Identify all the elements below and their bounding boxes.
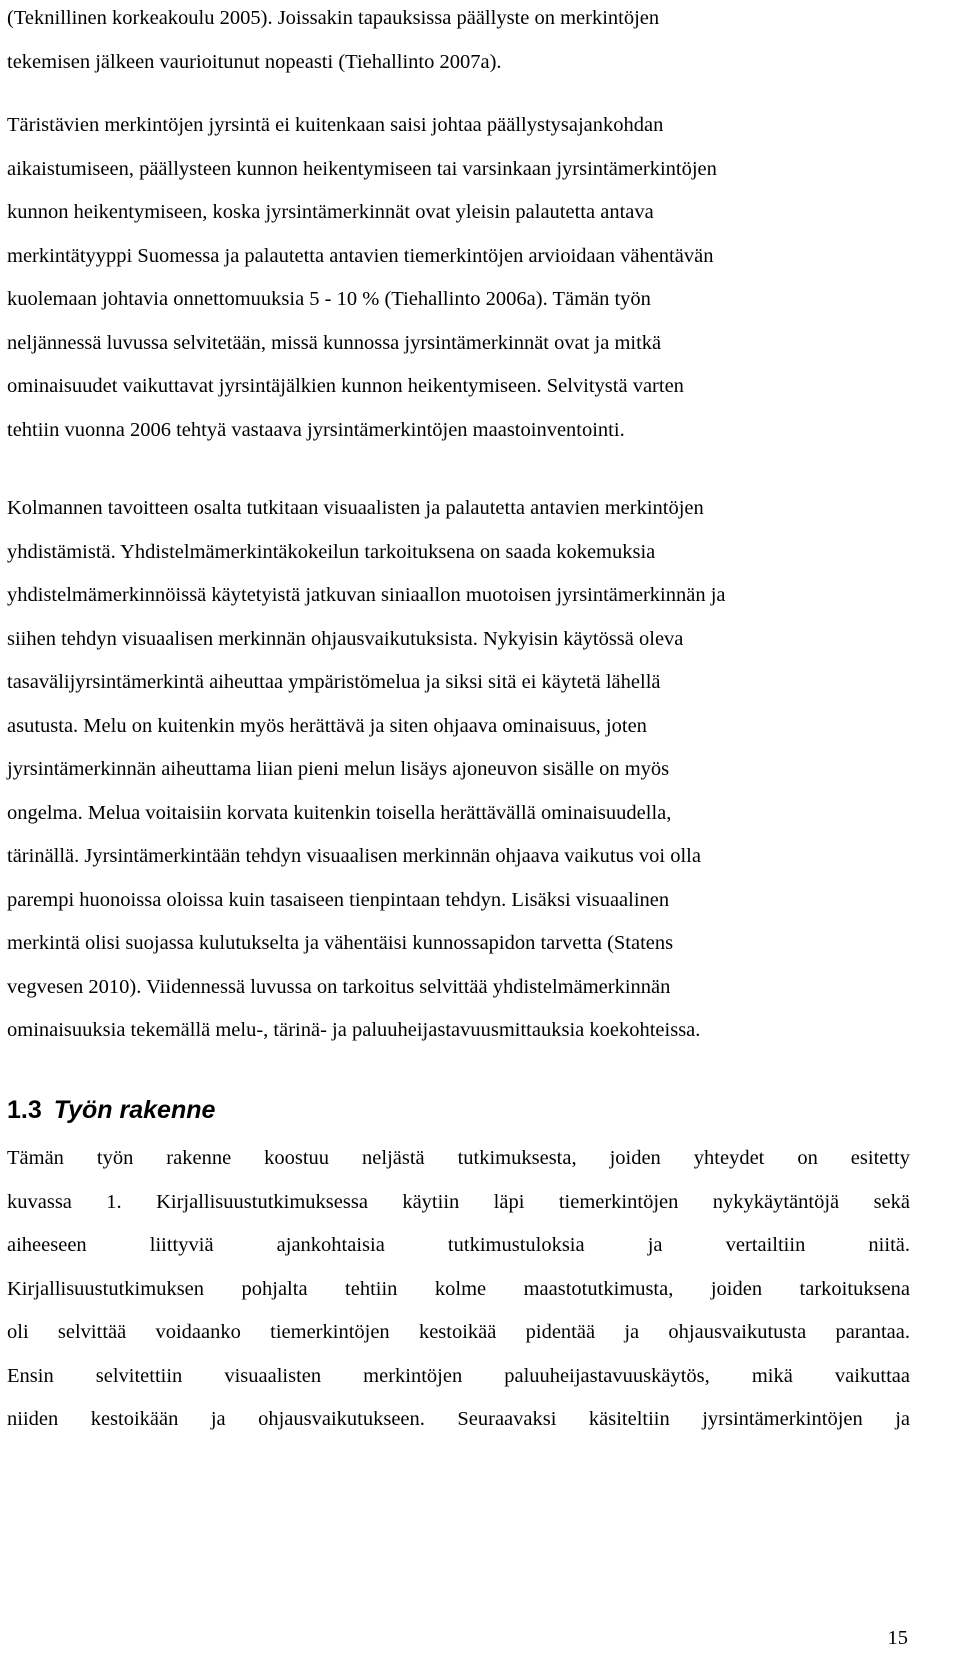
text-line: yhdistämistä. Yhdistelmämerkintäkokeilun tarkoituksena on saada kokemuksia xyxy=(7,540,656,563)
text-line: jyrsintämerkinnän aiheuttama liian pieni melun lisäys ajoneuvon sisälle on myös xyxy=(7,758,670,780)
text-line: siihen tehdyn visuaalisen merkinnän ohjausvaikutuksista. Nykyisin käytössä oleva xyxy=(7,627,684,650)
text-line: yhdistelmämerkinnöissä käytetyistä jatkuvan siniaallon muotoisen jyrsintämerkinnän ja xyxy=(7,584,726,606)
text-line: oli selvittää voidaanko tiemerkintöjen kestoikää pidentää ja ohjausvaikutusta parantaa. xyxy=(7,1321,910,1343)
section-title: Työn rakenne xyxy=(53,1096,216,1124)
text-line: aikaistumiseen, päällysteen kunnon heikentymiseen tai varsinkaan jyrsintämerkintöjen xyxy=(7,157,717,180)
text-line: asutusta. Melu on kuitenkin myös herättävä ja siten ohjaava ominaisuus, joten xyxy=(7,714,647,737)
text-line: vegvesen 2010). Viidennessä luvussa on tarkoitus selvittää yhdistelmämerkinnän xyxy=(7,975,671,998)
section-heading xyxy=(7,1092,215,1128)
paragraph-combined-markings xyxy=(7,487,910,1053)
text-line: Ensin selvitettiin visuaalisten merkintöjen paluuheijastavuuskäytös, mikä vaikuttaa xyxy=(7,1364,910,1387)
text-line: tekemisen jälkeen vaurioitunut nopeasti (Tiehallinto 2007a). xyxy=(7,50,502,73)
text-line: tärinällä. Jyrsintämerkintään tehdyn visuaalisen merkinnän ohjaava vaikutus voi olla xyxy=(7,845,701,867)
text-line: merkintä olisi suojassa kulutukselta ja vähentäisi kunnossapidon tarvetta (Statens xyxy=(7,932,674,954)
text-line: ominaisuuksia tekemällä melu-, tärinä- ja paluuheijastavuusmittauksia koekohteissa. xyxy=(7,1019,701,1041)
text-line: tehtiin vuonna 2006 tehtyä vastaava jyrsintämerkintöjen maastoinventointi. xyxy=(7,418,625,441)
text-line: (Teknillinen korkeakoulu 2005). Joissakin tapauksissa päällyste on merkintöjen xyxy=(7,7,660,29)
text-line: Tämän työn rakenne koostuu neljästä tutkimuksesta, joiden yhteydet on esitetty xyxy=(7,1147,910,1169)
paragraph-rumble-strips xyxy=(7,104,910,452)
text-line: ominaisuudet vaikuttavat jyrsintäjälkien kunnon heikentymiseen. Selvitystä varten xyxy=(7,375,684,397)
paragraph-continuation xyxy=(7,0,910,84)
text-line: tasavälijyrsintämerkintä aiheuttaa ympäristömelua ja siksi sitä ei käytetä lähellä xyxy=(7,671,661,693)
text-line: aiheeseen liittyviä ajankohtaisia tutkimustuloksia ja vertailtiin niitä. xyxy=(7,1234,910,1256)
text-line: merkintätyyppi Suomessa ja palautetta antavien tiemerkintöjen arvioidaan vähentävän xyxy=(7,244,714,267)
text-line: kunnon heikentymiseen, koska jyrsintämerkinnät ovat yleisin palautetta antava xyxy=(7,201,654,223)
text-line: ongelma. Melua voitaisiin korvata kuitenkin toisella herättävällä ominaisuudella, xyxy=(7,801,672,824)
text-line: Kolmannen tavoitteen osalta tutkitaan visuaalisten ja palautetta antavien merkintöjen xyxy=(7,497,704,519)
text-line: Kirjallisuustutkimuksen pohjalta tehtiin kolme maastotutkimusta, joiden tarkoituksena xyxy=(7,1277,910,1300)
section-number: 1.3 xyxy=(7,1096,42,1124)
paragraph-work-structure xyxy=(7,1137,910,1442)
text-line: parempi huonoissa oloissa kuin tasaiseen tienpintaan tehdyn. Lisäksi visuaalinen xyxy=(7,888,670,911)
text-line: neljännessä luvussa selvitetään, missä kunnossa jyrsintämerkinnät ovat ja mitkä xyxy=(7,331,662,354)
page-number: 15 xyxy=(887,1627,908,1649)
text-line: kuvassa 1. Kirjallisuustutkimuksessa käytiin läpi tiemerkintöjen nykykäytäntöjä sekä xyxy=(7,1190,910,1213)
text-line: Täristävien merkintöjen jyrsintä ei kuitenkaan saisi johtaa päällystysajankohdan xyxy=(7,114,664,136)
text-line: kuolemaan johtavia onnettomuuksia 5 - 10 % (Tiehallinto 2006a). Tämän työn xyxy=(7,288,651,310)
text-line: niiden kestoikään ja ohjausvaikutukseen. Seuraavaksi käsiteltiin jyrsintämerkintöjen ja xyxy=(7,1408,910,1430)
